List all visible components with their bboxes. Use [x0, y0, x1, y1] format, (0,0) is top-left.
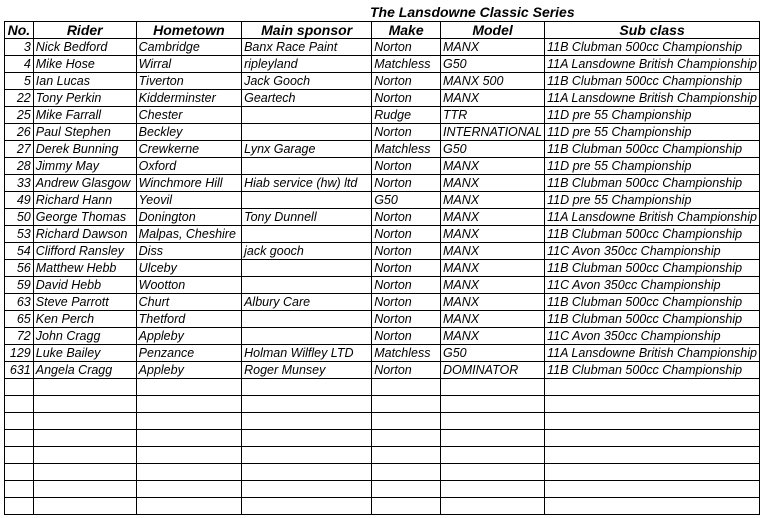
empty-cell[interactable] — [441, 481, 545, 498]
empty-cell[interactable] — [136, 379, 241, 396]
cell-hometown[interactable]: Cambridge — [136, 39, 241, 56]
cell-sub-class[interactable]: 11D pre 55 Championship — [545, 158, 760, 175]
cell-hometown[interactable]: Crewkerne — [136, 141, 241, 158]
empty-cell[interactable] — [441, 498, 545, 515]
cell-model[interactable]: MANX — [441, 158, 545, 175]
empty-cell[interactable] — [372, 396, 441, 413]
cell-sub-class[interactable]: 11B Clubman 500cc Championship — [545, 362, 760, 379]
cell-rider[interactable]: Luke Bailey — [33, 345, 136, 362]
cell-main-sponsor[interactable]: Geartech — [242, 90, 372, 107]
empty-cell[interactable] — [372, 379, 441, 396]
cell-no[interactable]: 53 — [5, 226, 34, 243]
cell-no[interactable]: 59 — [5, 277, 34, 294]
cell-main-sponsor[interactable]: Tony Dunnell — [242, 209, 372, 226]
cell-no[interactable]: 28 — [5, 158, 34, 175]
cell-no[interactable]: 56 — [5, 260, 34, 277]
empty-cell[interactable] — [242, 413, 372, 430]
cell-rider[interactable]: Richard Dawson — [33, 226, 136, 243]
cell-rider[interactable]: Ken Perch — [33, 311, 136, 328]
cell-main-sponsor[interactable]: jack gooch — [242, 243, 372, 260]
table-row — [5, 141, 760, 158]
cell-make[interactable]: Matchless — [372, 141, 441, 158]
cell-hometown[interactable]: Malpas, Cheshire — [136, 226, 241, 243]
cell-no[interactable]: 27 — [5, 141, 34, 158]
cell-hometown[interactable]: Wootton — [136, 277, 241, 294]
cell-hometown[interactable]: Appleby — [136, 362, 241, 379]
cell-sub-class[interactable]: 11A Lansdowne British Championship — [545, 209, 760, 226]
empty-cell[interactable] — [136, 481, 241, 498]
empty-cell[interactable] — [5, 498, 34, 515]
cell-make[interactable]: Norton — [372, 328, 441, 345]
cell-main-sponsor[interactable] — [242, 311, 372, 328]
cell-make[interactable]: Norton — [372, 294, 441, 311]
cell-main-sponsor[interactable]: Banx Race Paint — [242, 39, 372, 56]
empty-cell[interactable] — [33, 379, 136, 396]
cell-model[interactable]: MANX — [441, 243, 545, 260]
cell-main-sponsor[interactable]: Lynx Garage — [242, 141, 372, 158]
cell-model[interactable]: MANX — [441, 90, 545, 107]
cell-make[interactable]: Norton — [372, 260, 441, 277]
cell-no[interactable]: 26 — [5, 124, 34, 141]
empty-cell[interactable] — [33, 396, 136, 413]
header-no[interactable]: No. — [5, 22, 34, 39]
empty-cell[interactable] — [372, 447, 441, 464]
cell-main-sponsor[interactable] — [242, 328, 372, 345]
empty-cell[interactable] — [545, 447, 760, 464]
empty-cell[interactable] — [242, 447, 372, 464]
empty-cell[interactable] — [242, 481, 372, 498]
cell-sub-class[interactable]: 11D pre 55 Championship — [545, 192, 760, 209]
entries-table — [4, 21, 760, 515]
cell-make[interactable]: Matchless — [372, 345, 441, 362]
cell-sub-class[interactable]: 11D pre 55 Championship — [545, 124, 760, 141]
cell-sub-class[interactable]: 11A Lansdowne British Championship — [545, 345, 760, 362]
cell-hometown[interactable]: Ulceby — [136, 260, 241, 277]
cell-sub-class[interactable]: 11B Clubman 500cc Championship — [545, 311, 760, 328]
cell-no[interactable]: 72 — [5, 328, 34, 345]
cell-sub-class[interactable]: 11B Clubman 500cc Championship — [545, 175, 760, 192]
cell-no[interactable]: 33 — [5, 175, 34, 192]
cell-no[interactable]: 54 — [5, 243, 34, 260]
cell-make[interactable]: Norton — [372, 175, 441, 192]
table-row — [5, 345, 760, 362]
cell-no[interactable]: 3 — [5, 39, 34, 56]
table-row — [5, 158, 760, 175]
cell-rider[interactable]: Andrew Glasgow — [33, 175, 136, 192]
empty-cell[interactable] — [5, 413, 34, 430]
cell-model[interactable]: MANX — [441, 328, 545, 345]
header-hometown[interactable]: Hometown — [136, 22, 241, 39]
cell-sub-class[interactable]: 11C Avon 350cc Championship — [545, 243, 760, 260]
cell-model[interactable]: MANX — [441, 175, 545, 192]
empty-cell[interactable] — [5, 481, 34, 498]
cell-main-sponsor[interactable]: ripleyland — [242, 56, 372, 73]
empty-cell[interactable] — [136, 396, 241, 413]
cell-main-sponsor[interactable] — [242, 192, 372, 209]
table-row — [5, 277, 760, 294]
table-row — [5, 73, 760, 90]
table-row — [5, 90, 760, 107]
empty-row — [5, 430, 760, 447]
cell-model[interactable]: G50 — [441, 56, 545, 73]
empty-cell[interactable] — [545, 396, 760, 413]
table-row — [5, 56, 760, 73]
empty-cell[interactable] — [441, 447, 545, 464]
cell-no[interactable]: 49 — [5, 192, 34, 209]
empty-cell[interactable] — [441, 464, 545, 481]
cell-main-sponsor[interactable] — [242, 277, 372, 294]
cell-sub-class[interactable]: 11A Lansdowne British Championship — [545, 90, 760, 107]
cell-make[interactable]: Norton — [372, 73, 441, 90]
empty-cell[interactable] — [545, 379, 760, 396]
table-row — [5, 192, 760, 209]
cell-model[interactable]: MANX — [441, 209, 545, 226]
empty-cell[interactable] — [545, 464, 760, 481]
cell-sub-class[interactable]: 11C Avon 350cc Championship — [545, 277, 760, 294]
cell-make[interactable]: Norton — [372, 226, 441, 243]
empty-cell[interactable] — [441, 379, 545, 396]
header-main-sponsor[interactable]: Main sponsor — [242, 22, 372, 39]
cell-hometown[interactable]: Wirral — [136, 56, 241, 73]
cell-no[interactable]: 5 — [5, 73, 34, 90]
header-sub-class[interactable]: Sub class — [545, 22, 760, 39]
cell-rider[interactable]: Mike Farrall — [33, 107, 136, 124]
empty-cell[interactable] — [242, 396, 372, 413]
empty-cell[interactable] — [5, 464, 34, 481]
cell-main-sponsor[interactable] — [242, 260, 372, 277]
empty-row — [5, 481, 760, 498]
empty-cell[interactable] — [5, 430, 34, 447]
empty-cell[interactable] — [242, 379, 372, 396]
header-rider[interactable]: Rider — [33, 22, 136, 39]
empty-row — [5, 396, 760, 413]
cell-hometown[interactable]: Chester — [136, 107, 241, 124]
header-row — [5, 22, 760, 39]
cell-hometown[interactable]: Oxford — [136, 158, 241, 175]
table-row — [5, 311, 760, 328]
cell-rider[interactable]: Ian Lucas — [33, 73, 136, 90]
cell-model[interactable]: TTR — [441, 107, 545, 124]
cell-model[interactable]: MANX — [441, 226, 545, 243]
cell-make[interactable]: Rudge — [372, 107, 441, 124]
empty-cell[interactable] — [372, 430, 441, 447]
empty-row — [5, 413, 760, 430]
cell-rider[interactable]: Steve Parrott — [33, 294, 136, 311]
cell-rider[interactable]: Derek Bunning — [33, 141, 136, 158]
cell-main-sponsor[interactable]: Hiab service (hw) ltd — [242, 175, 372, 192]
empty-cell[interactable] — [33, 464, 136, 481]
table-row — [5, 243, 760, 260]
cell-make[interactable]: Norton — [372, 209, 441, 226]
cell-model[interactable]: MANX — [441, 39, 545, 56]
table-row — [5, 260, 760, 277]
empty-cell[interactable] — [136, 413, 241, 430]
cell-make[interactable]: Norton — [372, 39, 441, 56]
empty-row — [5, 379, 760, 396]
cell-no[interactable]: 25 — [5, 107, 34, 124]
cell-sub-class[interactable]: 11B Clubman 500cc Championship — [545, 260, 760, 277]
cell-make[interactable]: G50 — [372, 192, 441, 209]
cell-rider[interactable]: Matthew Hebb — [33, 260, 136, 277]
cell-make[interactable]: Norton — [372, 243, 441, 260]
cell-hometown[interactable]: Yeovil — [136, 192, 241, 209]
cell-rider[interactable]: John Cragg — [33, 328, 136, 345]
cell-sub-class[interactable]: 11B Clubman 500cc Championship — [545, 141, 760, 158]
table-row — [5, 39, 760, 56]
empty-cell[interactable] — [242, 498, 372, 515]
cell-model[interactable]: MANX — [441, 260, 545, 277]
table-row — [5, 362, 760, 379]
empty-cell[interactable] — [441, 413, 545, 430]
empty-cell[interactable] — [33, 447, 136, 464]
cell-main-sponsor[interactable] — [242, 124, 372, 141]
empty-cell[interactable] — [136, 498, 241, 515]
cell-hometown[interactable]: Churt — [136, 294, 241, 311]
cell-model[interactable]: INTERNATIONAL — [441, 124, 545, 141]
cell-no[interactable]: 65 — [5, 311, 34, 328]
cell-main-sponsor[interactable] — [242, 158, 372, 175]
empty-cell[interactable] — [545, 430, 760, 447]
empty-cell[interactable] — [441, 430, 545, 447]
cell-model[interactable]: MANX — [441, 311, 545, 328]
cell-no[interactable]: 22 — [5, 90, 34, 107]
empty-cell[interactable] — [33, 481, 136, 498]
cell-sub-class[interactable]: 11C Avon 350cc Championship — [545, 328, 760, 345]
cell-rider[interactable]: Richard Hann — [33, 192, 136, 209]
empty-cell[interactable] — [5, 447, 34, 464]
table-row — [5, 294, 760, 311]
cell-make[interactable]: Norton — [372, 124, 441, 141]
cell-make[interactable]: Norton — [372, 158, 441, 175]
table-row — [5, 124, 760, 141]
cell-hometown[interactable]: Thetford — [136, 311, 241, 328]
cell-rider[interactable]: Mike Hose — [33, 56, 136, 73]
cell-hometown[interactable]: Appleby — [136, 328, 241, 345]
cell-hometown[interactable]: Donington — [136, 209, 241, 226]
cell-model[interactable]: MANX — [441, 277, 545, 294]
cell-rider[interactable]: George Thomas — [33, 209, 136, 226]
cell-main-sponsor[interactable] — [242, 226, 372, 243]
empty-cell[interactable] — [545, 498, 760, 515]
empty-cell[interactable] — [136, 430, 241, 447]
table-row — [5, 107, 760, 124]
cell-model[interactable]: MANX 500 — [441, 73, 545, 90]
cell-make[interactable]: Norton — [372, 277, 441, 294]
cell-rider[interactable]: Paul Stephen — [33, 124, 136, 141]
cell-hometown[interactable]: Penzance — [136, 345, 241, 362]
table-row — [5, 209, 760, 226]
empty-cell[interactable] — [372, 498, 441, 515]
cell-rider[interactable]: Nick Bedford — [33, 39, 136, 56]
empty-row — [5, 447, 760, 464]
table-row — [5, 226, 760, 243]
cell-hometown[interactable]: Kidderminster — [136, 90, 241, 107]
cell-rider[interactable]: Jimmy May — [33, 158, 136, 175]
empty-cell[interactable] — [136, 447, 241, 464]
cell-no[interactable]: 631 — [5, 362, 34, 379]
empty-cell[interactable] — [33, 498, 136, 515]
empty-cell[interactable] — [545, 413, 760, 430]
sheet-title — [0, 4, 760, 21]
cell-rider[interactable]: David Hebb — [33, 277, 136, 294]
header-make[interactable]: Make — [372, 22, 441, 39]
empty-cell[interactable] — [136, 464, 241, 481]
empty-cell[interactable] — [372, 413, 441, 430]
cell-sub-class[interactable]: 11B Clubman 500cc Championship — [545, 294, 760, 311]
empty-cell[interactable] — [5, 396, 34, 413]
cell-sub-class[interactable]: 11B Clubman 500cc Championship — [545, 73, 760, 90]
cell-model[interactable]: G50 — [441, 345, 545, 362]
cell-rider[interactable]: Tony Perkin — [33, 90, 136, 107]
table-row — [5, 328, 760, 345]
empty-cell[interactable] — [372, 464, 441, 481]
empty-cell[interactable] — [5, 379, 34, 396]
cell-main-sponsor[interactable]: Albury Care — [242, 294, 372, 311]
cell-sub-class[interactable]: 11A Lansdowne British Championship — [545, 56, 760, 73]
cell-hometown[interactable]: Winchmore Hill — [136, 175, 241, 192]
empty-cell[interactable] — [372, 481, 441, 498]
cell-sub-class[interactable]: 11B Clubman 500cc Championship — [545, 39, 760, 56]
cell-model[interactable]: MANX — [441, 294, 545, 311]
cell-sub-class[interactable]: 11B Clubman 500cc Championship — [545, 226, 760, 243]
cell-model[interactable]: G50 — [441, 141, 545, 158]
empty-row — [5, 498, 760, 515]
cell-make[interactable]: Matchless — [372, 56, 441, 73]
header-model[interactable]: Model — [441, 22, 545, 39]
cell-rider[interactable]: Clifford Ransley — [33, 243, 136, 260]
empty-cell[interactable] — [441, 396, 545, 413]
cell-sub-class[interactable]: 11D pre 55 Championship — [545, 107, 760, 124]
empty-row — [5, 464, 760, 481]
cell-make[interactable]: Norton — [372, 311, 441, 328]
empty-cell[interactable] — [242, 430, 372, 447]
empty-cell[interactable] — [33, 413, 136, 430]
cell-hometown[interactable]: Beckley — [136, 124, 241, 141]
cell-hometown[interactable]: Tiverton — [136, 73, 241, 90]
cell-no[interactable]: 4 — [5, 56, 34, 73]
cell-no[interactable]: 50 — [5, 209, 34, 226]
cell-model[interactable]: DOMINATOR — [441, 362, 545, 379]
cell-main-sponsor[interactable]: Jack Gooch — [242, 73, 372, 90]
cell-rider[interactable]: Angela Cragg — [33, 362, 136, 379]
table-row — [5, 175, 760, 192]
cell-main-sponsor[interactable]: Roger Munsey — [242, 362, 372, 379]
cell-make[interactable]: Norton — [372, 362, 441, 379]
sheet-title-text: The Lansdowne Classic Series — [370, 4, 575, 20]
cell-main-sponsor[interactable]: Holman Wilfley LTD — [242, 345, 372, 362]
cell-main-sponsor[interactable] — [242, 107, 372, 124]
cell-model[interactable]: MANX — [441, 192, 545, 209]
cell-no[interactable]: 63 — [5, 294, 34, 311]
cell-hometown[interactable]: Diss — [136, 243, 241, 260]
cell-no[interactable]: 129 — [5, 345, 34, 362]
empty-cell[interactable] — [33, 430, 136, 447]
empty-cell[interactable] — [545, 481, 760, 498]
empty-cell[interactable] — [242, 464, 372, 481]
cell-make[interactable]: Norton — [372, 90, 441, 107]
